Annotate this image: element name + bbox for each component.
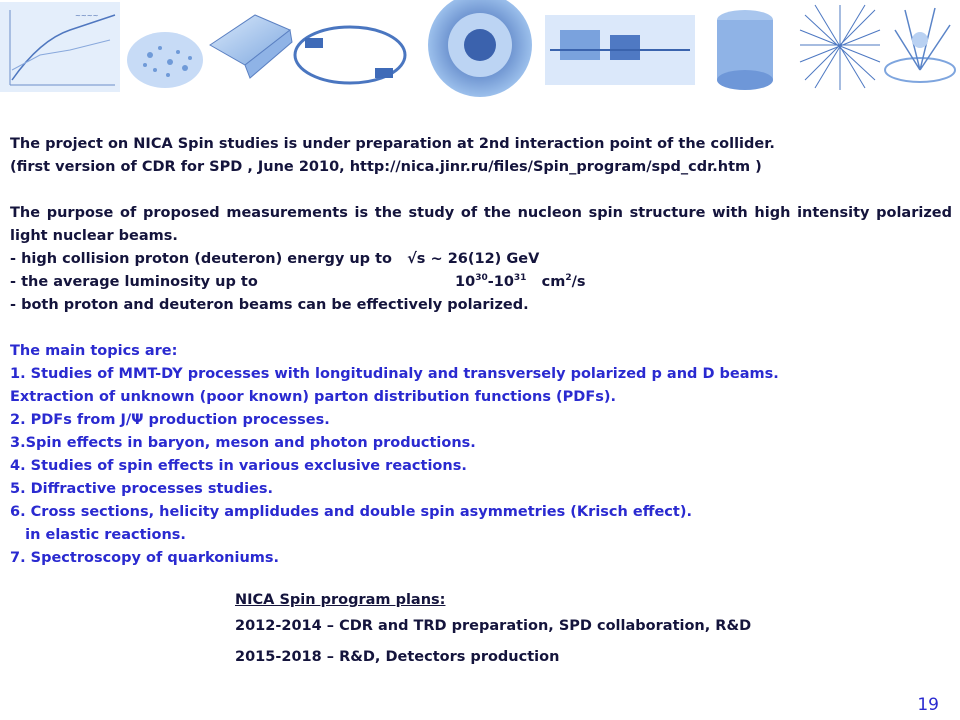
topic-item: in elastic reactions. [10, 527, 186, 543]
purpose-text: The purpose of proposed measurements is the study of the nucleon spin structure with high intensity polarized light nuclear beams. [10, 205, 952, 244]
collision-event-image [885, 8, 955, 82]
cylindrical-detector-image [428, 0, 532, 97]
purpose-item-energy [10, 248, 952, 271]
energy-value: √s ~ 26(12) GeV [407, 251, 540, 267]
particle-tracks-image [800, 5, 880, 90]
intro-line-1: The project on NICA Spin studies is under preparation at 2nd interaction point of the collider. [10, 136, 775, 152]
page-number: 19 [917, 695, 939, 715]
luminosity-label: - the average luminosity up to [10, 274, 258, 290]
topic-item: 2. PDFs from J/Ψ production processes. [10, 412, 330, 428]
topic-item: 3.Spin effects in baryon, meson and photon productions. [10, 435, 476, 451]
purpose-item-luminosity [10, 271, 952, 294]
magnet-cylinder-image [717, 10, 773, 90]
topic-item: 4. Studies of spin effects in various exclusive reactions. [10, 458, 467, 474]
program-plans [235, 589, 751, 677]
intro-line-2: (first version of CDR for SPD , June 2010, http://nica.jinr.ru/files/Spin_program/spd_cdr.htm ) [10, 159, 762, 175]
accelerator-ring-image [295, 27, 405, 83]
topic-item: 6. Cross sections, helicity amplidudes and double spin asymmetries (Krisch effect). [10, 504, 692, 520]
topics-heading: The main topics are: [10, 343, 178, 359]
detector-module-image [210, 15, 292, 78]
plot-thumbnail-image [0, 2, 120, 92]
plans-item: 2015-2018 – R&D, Detectors production [235, 649, 560, 665]
luminosity-value: $10^{30}-10^{31}$ $cm^2/s$ [455, 273, 586, 290]
topic-item: 5. Diffractive processes studies. [10, 481, 274, 497]
energy-label: - high collision proton (deuteron) energy up to [10, 251, 392, 267]
header-image-banner [0, 0, 960, 97]
plans-heading: NICA Spin program plans: [235, 592, 446, 608]
topic-item: 1. Studies of MMT-DY processes with longitudinaly and transversely polarized p and D beams. [10, 366, 779, 382]
topic-item: 7. Spectroscopy of quarkoniums. [10, 550, 280, 566]
svg-text:~~~~: ~~~~ [75, 12, 99, 20]
purpose-item-polarized: - both proton and deuteron beams can be effectively polarized. [10, 297, 529, 313]
slide-body [10, 133, 952, 570]
topic-item: Extraction of unknown (poor known) parton distribution functions (PDFs). [10, 389, 616, 405]
beamline-setup-image [545, 15, 695, 85]
plans-item: 2012-2014 – CDR and TRD preparation, SPD collaboration, R&D [235, 618, 752, 634]
particle-cloud-image [127, 32, 203, 88]
